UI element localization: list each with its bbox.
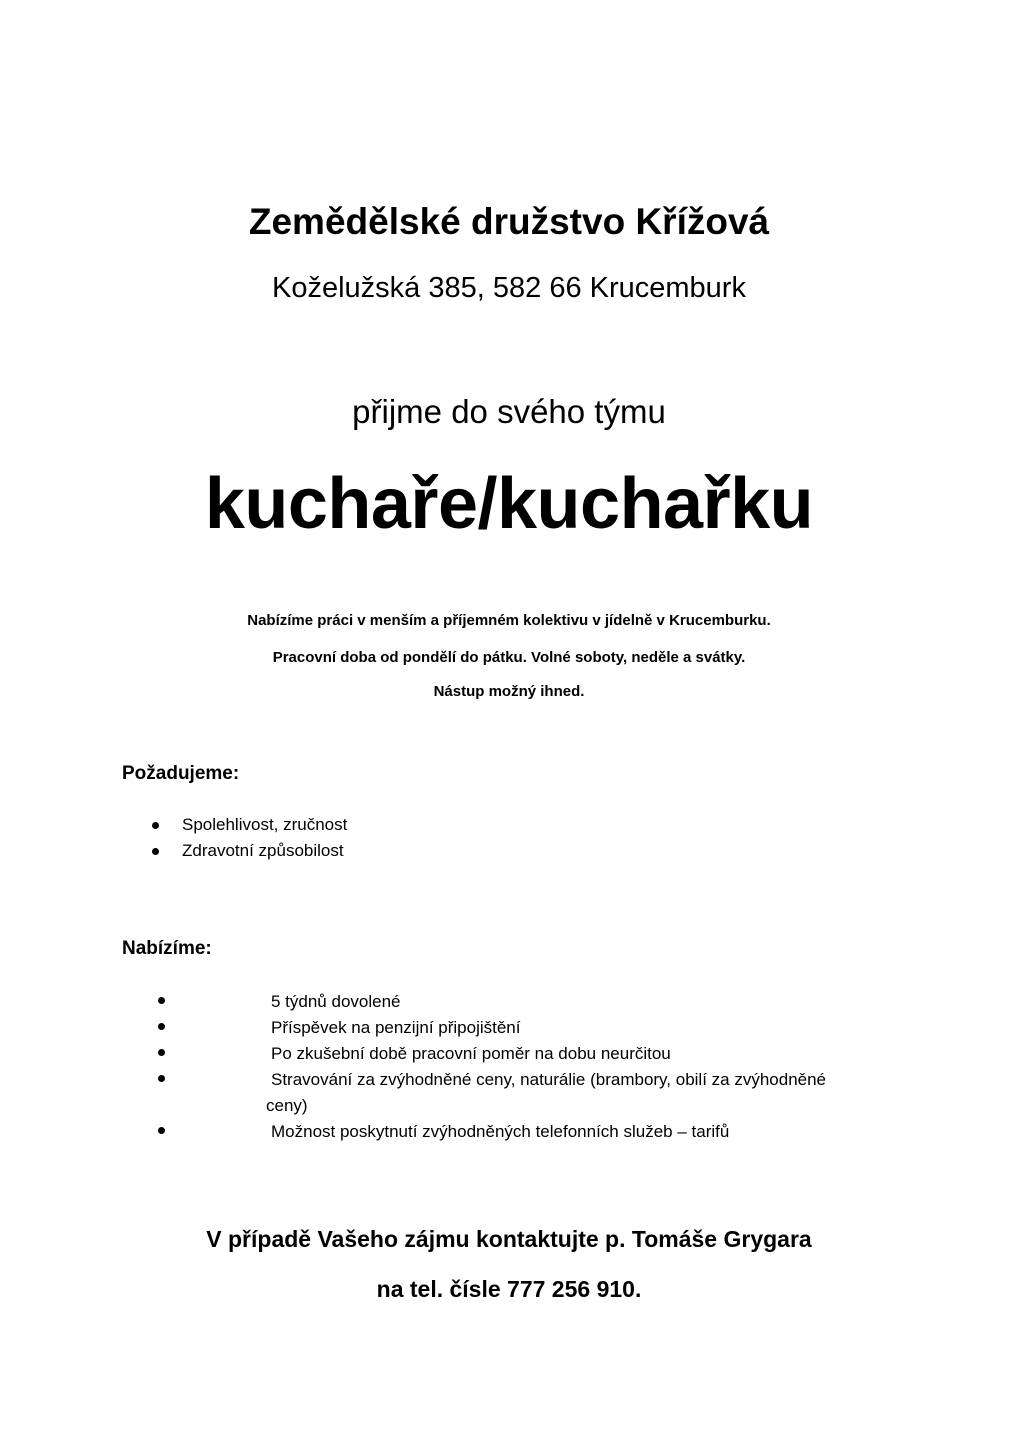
- bullet-icon: [152, 822, 159, 829]
- benefit-item: Příspěvek na penzijní připojištění: [271, 1018, 521, 1037]
- benefit-item: Možnost poskytnutí zvýhodněných telefonních služeb – tarifů: [271, 1122, 730, 1141]
- organization-address: Koželužská 385, 582 66 Krucemburk: [272, 272, 746, 304]
- requirement-item: Zdravotní způsobilost: [182, 841, 344, 860]
- benefit-item: Stravování za zvýhodněné ceny, naturálie (brambory, obilí za zvýhodněné: [271, 1070, 827, 1089]
- requirement-item: Spolehlivost, zručnost: [182, 815, 348, 834]
- bullet-icon: [158, 997, 165, 1004]
- intro-text: přijme do svého týmu: [352, 393, 666, 430]
- benefit-item: 5 týdnů dovolené: [271, 992, 401, 1011]
- bullet-icon: [158, 1023, 165, 1030]
- benefit-item-continuation: ceny): [266, 1096, 308, 1115]
- requirements-heading: Požadujeme:: [122, 763, 240, 784]
- bullet-icon: [158, 1049, 165, 1056]
- offer-line: Pracovní doba od pondělí do pátku. Volné soboty, neděle a svátky.: [272, 649, 746, 666]
- bullet-icon: [158, 1127, 165, 1134]
- benefit-item: Po zkušební době pracovní poměr na dobu neurčitou: [271, 1044, 671, 1063]
- contact-phone: na tel. čísle 777 256 910.: [376, 1276, 642, 1302]
- organization-name: Zemědělské družstvo Křížová: [248, 201, 770, 242]
- benefits-heading: Nabízíme:: [122, 938, 212, 959]
- bullet-icon: [158, 1075, 165, 1082]
- bullet-icon: [152, 848, 159, 855]
- offer-line: Nástup možný ihned.: [433, 683, 585, 700]
- contact-person: V případě Vašeho zájmu kontaktujte p. Tomáše Grygara: [206, 1226, 812, 1252]
- offer-line: Nabízíme práci v menším a příjemném kolektivu v jídelně v Krucemburku.: [247, 612, 771, 629]
- position-title: kuchaře/kuchařku: [204, 464, 814, 544]
